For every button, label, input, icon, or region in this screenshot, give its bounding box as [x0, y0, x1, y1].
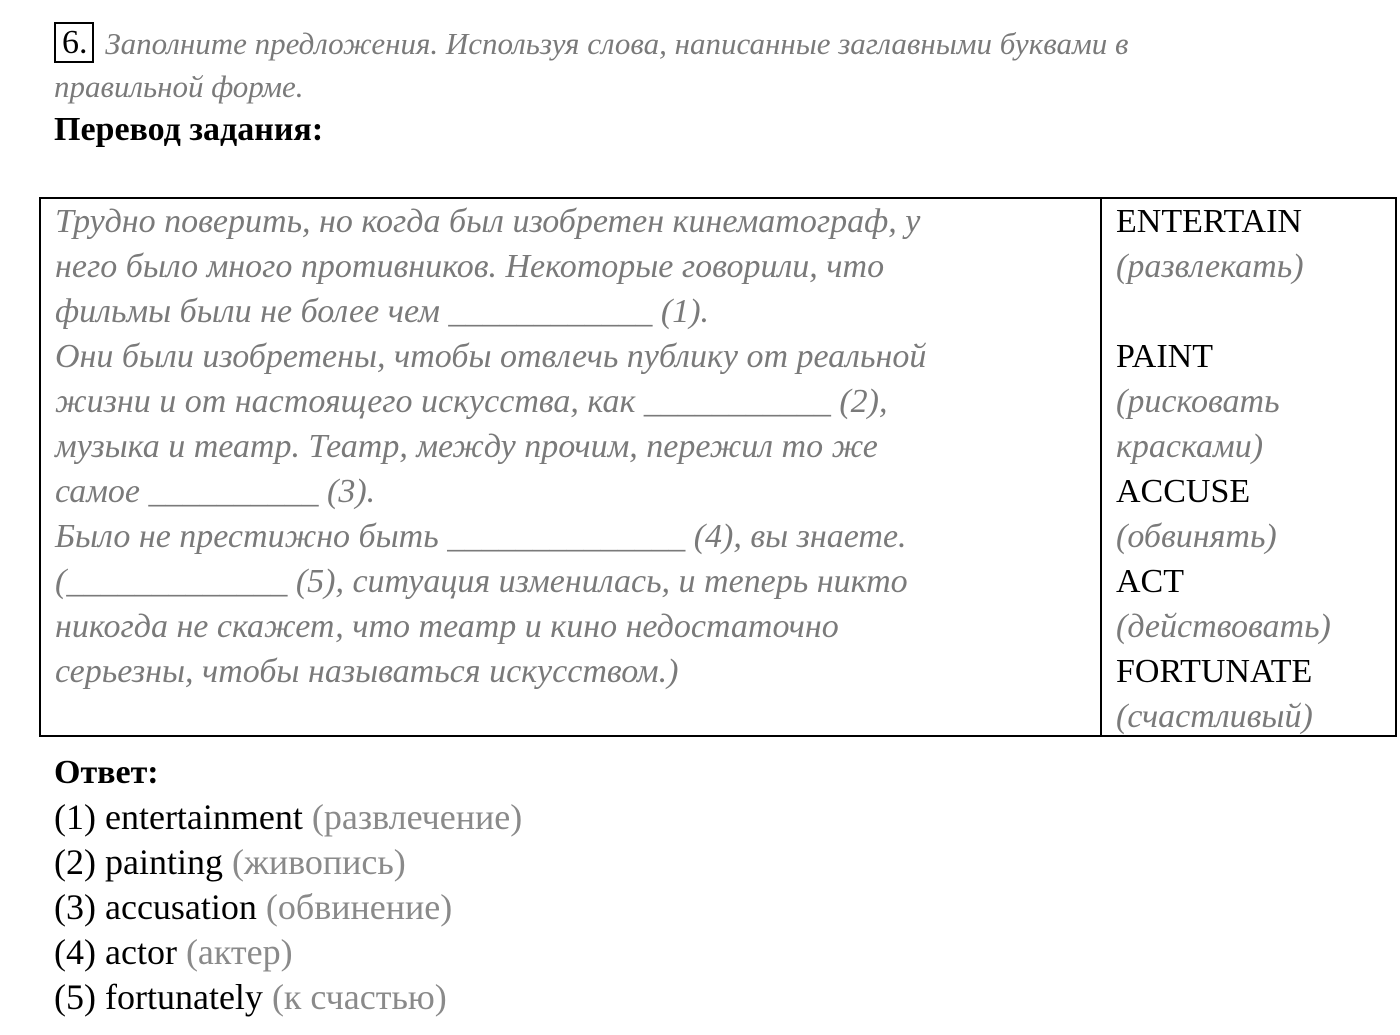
instruction-line-2: правильной форме. [54, 69, 304, 104]
answer-number: (2) [54, 842, 96, 882]
answer-translation: (живопись) [231, 842, 406, 882]
passage-line: жизни и от настоящего искусства, как ___________ (2), [55, 383, 888, 420]
passage-line: фильмы были не более чем ____________ (1). [55, 293, 710, 330]
answer-translation: (актер) [185, 932, 293, 972]
answer-word: fortunately [104, 977, 263, 1017]
answer-row [54, 930, 522, 975]
answer-row [54, 795, 522, 840]
base-word: FORTUNATE [1116, 653, 1313, 690]
answer-number: (3) [54, 887, 96, 927]
answer-heading: Ответ: [54, 754, 159, 791]
passage-line: Трудно поверить, но когда был изобретен кинематограф, у [55, 203, 921, 240]
word-list [1116, 199, 1396, 739]
answer-word: entertainment [104, 797, 303, 837]
passage-line: него было много противников. Некоторые говорили, что [55, 248, 885, 285]
answer-row [54, 840, 522, 885]
word-translation: красками) [1116, 428, 1264, 465]
answer-row [54, 975, 522, 1020]
answer-list [54, 795, 522, 1020]
answer-number: (1) [54, 797, 96, 837]
task-table [39, 197, 1397, 737]
task-number: 6. [54, 22, 94, 63]
base-word: PAINT [1116, 338, 1213, 375]
word-translation: (рисковать [1116, 383, 1280, 420]
passage-line: Они были изобретены, чтобы отвлечь публику от реальной [55, 338, 927, 375]
word-translation: (развлекать) [1116, 248, 1304, 285]
base-word: ENTERTAIN [1116, 203, 1302, 240]
answer-word: actor [104, 932, 177, 972]
answer-word: painting [104, 842, 223, 882]
base-word: ACT [1116, 563, 1184, 600]
word-translation: (счастливый) [1116, 698, 1313, 735]
passage-line: (_____________ (5), ситуация изменилась, и теперь никто [55, 563, 908, 600]
answer-number: (4) [54, 932, 96, 972]
answer-word: accusation [104, 887, 257, 927]
passage-line: Было не престижно быть ______________ (4), вы знаете. [55, 518, 907, 555]
base-word: ACCUSE [1116, 473, 1251, 510]
answer-number: (5) [54, 977, 96, 1017]
passage-line: музыка и театр. Театр, между прочим, пережил то же [55, 428, 878, 465]
word-translation: (обвинять) [1116, 518, 1277, 555]
task-instruction [54, 22, 1354, 108]
passage-line: самое __________ (3). [55, 473, 376, 510]
word-translation: (действовать) [1116, 608, 1331, 645]
passage-line: серьезны, чтобы называться искусством.) [55, 653, 679, 690]
answer-translation: (развлечение) [311, 797, 523, 837]
column-divider [1100, 199, 1102, 735]
answer-translation: (к счастью) [271, 977, 447, 1017]
instruction-line-1 [54, 22, 1354, 65]
answer-row [54, 885, 522, 930]
passage [55, 199, 1095, 694]
answer-translation: (обвинение) [265, 887, 453, 927]
instruction-text: Заполните предложения. Используя слова, написанные заглавными буквами в [105, 26, 1129, 61]
translation-heading: Перевод задания: [54, 111, 324, 148]
word-spacer [1116, 289, 1396, 334]
passage-line: никогда не скажет, что театр и кино недостаточно [55, 608, 839, 645]
